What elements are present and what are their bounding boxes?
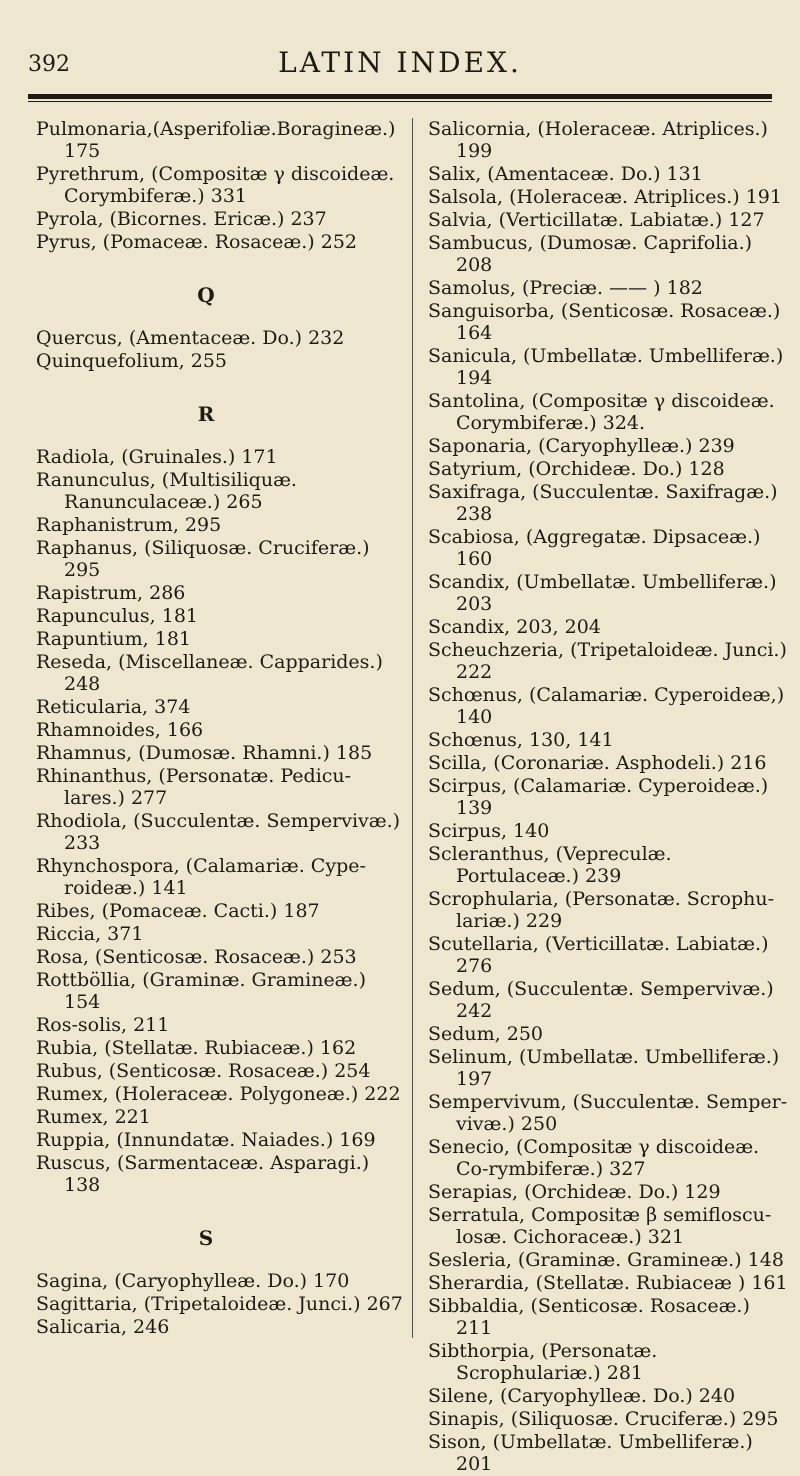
left-column — [36, 118, 406, 1339]
header-rule-thin — [28, 101, 772, 102]
index-entry: Sherardia, (Stellatæ. Rubiaceæ ) 161 — [428, 1272, 788, 1294]
index-entry: Satyrium, (Orchideæ. Do.) 128 — [428, 458, 725, 480]
index-entry: Selinum, (Umbellatæ. Umbelliferæ.) 197 — [428, 1046, 780, 1090]
index-entry: Schœnus, 130, 141 — [428, 729, 614, 751]
column-divider — [412, 118, 413, 1338]
index-entry: Rhodiola, (Succulentæ. Sempervivæ.) 233 — [36, 810, 401, 854]
index-entry: Pyrus, (Pomaceæ. Rosaceæ.) 252 — [36, 231, 358, 253]
index-entry: Sambucus, (Dumosæ. Caprifolia.) 208 — [428, 232, 753, 276]
index-entry: Raphanus, (Siliquosæ. Cruciferæ.) 295 — [36, 537, 370, 581]
index-entry: Serratula, Compositæ β semifloscu-losæ. Cichoraceæ.) 321 — [428, 1204, 772, 1248]
index-entry: Rhinanthus, (Personatæ. Pedicu-lares.) 277 — [36, 765, 352, 809]
page-header — [28, 46, 772, 88]
index-entry: Serapias, (Orchideæ. Do.) 129 — [428, 1181, 721, 1203]
entries-r — [36, 446, 406, 1196]
index-entry: Raphanistrum, 295 — [36, 514, 222, 536]
index-entry: Scheuchzeria, (Tripetaloideæ. Junci.) 222 — [428, 639, 787, 683]
index-entry: Radiola, (Gruinales.) 171 — [36, 446, 278, 468]
index-entry: Sesleria, (Graminæ. Gramineæ.) 148 — [428, 1249, 784, 1271]
index-entry: Ribes, (Pomaceæ. Cacti.) 187 — [36, 900, 320, 922]
index-entry: Sibthorpia, (Personatæ. Scrophulariæ.) 281 — [428, 1340, 658, 1384]
index-entry: Rapunculus, 181 — [36, 605, 198, 627]
index-entry: Santolina, (Compositæ γ discoideæ. Corymbiferæ.) 324. — [428, 390, 775, 434]
index-entry: Rumex, 221 — [36, 1106, 151, 1128]
index-entry: Saxifraga, (Succulentæ. Saxifragæ.) 238 — [428, 481, 778, 525]
index-entry: Ros-solis, 211 — [36, 1014, 170, 1036]
index-entry: Sagittaria, (Tripetaloideæ. Junci.) 267 — [36, 1293, 403, 1315]
index-entry: Ruscus, (Sarmentaceæ. Asparagi.) 138 — [36, 1152, 370, 1196]
index-entry: Senecio, (Compositæ γ discoideæ. Co-rymbiferæ.) 327 — [428, 1136, 760, 1180]
index-entry: Scandix, 203, 204 — [428, 616, 601, 638]
entries-q — [36, 327, 406, 372]
index-entry: Sanguisorba, (Senticosæ. Rosaceæ.) 164 — [428, 300, 781, 344]
index-entry: Silene, (Caryophylleæ. Do.) 240 — [428, 1385, 736, 1407]
page-number: 392 — [28, 52, 70, 77]
index-entry: Quinquefolium, 255 — [36, 350, 227, 372]
index-entry: Rhamnus, (Dumosæ. Rhamni.) 185 — [36, 742, 373, 764]
index-entry: Sinapis, (Siliquosæ. Cruciferæ.) 295 — [428, 1408, 779, 1430]
index-entry: Ruppia, (Innundatæ. Naiades.) 169 — [36, 1129, 376, 1151]
index-entry: Samolus, (Preciæ. —— ) 182 — [428, 277, 703, 299]
section-letter-q: Q — [197, 283, 215, 307]
index-entry: Rubus, (Senticosæ. Rosaceæ.) 254 — [36, 1060, 371, 1082]
entries-s — [36, 1270, 406, 1338]
index-entry: Reticularia, 374 — [36, 696, 191, 718]
index-entry: Rubia, (Stellatæ. Rubiaceæ.) 162 — [36, 1037, 357, 1059]
index-entry: Rhamnoides, 166 — [36, 719, 204, 741]
right-column — [428, 118, 788, 1476]
index-entry: Pyrethrum, (Compositæ γ discoideæ. Corymbiferæ.) 331 — [36, 163, 395, 207]
index-entry: Rottböllia, (Graminæ. Gramineæ.) 154 — [36, 969, 366, 1013]
index-entry: Salvia, (Verticillatæ. Labiatæ.) 127 — [428, 209, 765, 231]
index-entry: Scutellaria, (Verticillatæ. Labiatæ.) 276 — [428, 933, 769, 977]
index-entry: Scilla, (Coronariæ. Asphodeli.) 216 — [428, 752, 767, 774]
index-entry: Schœnus, (Calamariæ. Cyperoideæ,) 140 — [428, 684, 785, 728]
index-entry: Saponaria, (Caryophylleæ.) 239 — [428, 435, 735, 457]
index-entry: Scrophularia, (Personatæ. Scrophu-lariæ.) 229 — [428, 888, 775, 932]
section-letter-s: S — [198, 1226, 214, 1250]
index-entry: Rapistrum, 286 — [36, 582, 186, 604]
index-entry: Sanicula, (Umbellatæ. Umbelliferæ.) 194 — [428, 345, 784, 389]
index-entry: Quercus, (Amentaceæ. Do.) 232 — [36, 327, 345, 349]
index-entry: Sedum, (Succulentæ. Sempervivæ.) 242 — [428, 978, 774, 1022]
index-entry: Pyrola, (Bicornes. Ericæ.) 237 — [36, 208, 327, 230]
index-entry: Salix, (Amentaceæ. Do.) 131 — [428, 163, 703, 185]
index-entry: Rhynchospora, (Calamariæ. Cype-roideæ.) 141 — [36, 855, 366, 899]
index-entry: Scleranthus, (Vepreculæ. Portulaceæ.) 239 — [428, 843, 672, 887]
index-entry: Scabiosa, (Aggregatæ. Dipsaceæ.) 160 — [428, 526, 761, 570]
index-entry: Sedum, 250 — [428, 1023, 544, 1045]
index-entry: Sibbaldia, (Senticosæ. Rosaceæ.) 211 — [428, 1295, 750, 1339]
index-entry: Salicornia, (Holeraceæ. Atriplices.) 199 — [428, 118, 768, 162]
index-entry: Pulmonaria,(Asperifoliæ.Boragineæ.) 175 — [36, 118, 396, 162]
index-entry: Rapuntium, 181 — [36, 628, 192, 650]
index-entry: Sempervivum, (Succulentæ. Semper-vivæ.) 250 — [428, 1091, 788, 1135]
entries-p — [36, 118, 406, 253]
index-entry: Ranunculus, (Multisiliquæ. Ranunculaceæ.) 265 — [36, 469, 297, 513]
index-entry: Salicaria, 246 — [36, 1316, 170, 1338]
index-entry: Salsola, (Holeraceæ. Atriplices.) 191 — [428, 186, 782, 208]
page-title: LATIN INDEX. — [278, 46, 522, 79]
index-entry: Riccia, 371 — [36, 923, 144, 945]
section-letter-r: R — [197, 402, 215, 426]
index-entry: Reseda, (Miscellaneæ. Capparides.) 248 — [36, 651, 383, 695]
index-entry: Sagina, (Caryophylleæ. Do.) 170 — [36, 1270, 350, 1292]
index-entry: Rosa, (Senticosæ. Rosaceæ.) 253 — [36, 946, 357, 968]
index-entry: Sison, (Umbellatæ. Umbelliferæ.) 201 — [428, 1431, 753, 1475]
header-rule — [28, 94, 772, 99]
entries-s-continued — [428, 118, 788, 1475]
index-entry: Scirpus, (Calamariæ. Cyperoideæ.) 139 — [428, 775, 769, 819]
index-entry: Rumex, (Holeraceæ. Polygoneæ.) 222 — [36, 1083, 401, 1105]
index-entry: Scandix, (Umbellatæ. Umbelliferæ.) 203 — [428, 571, 777, 615]
index-entry: Scirpus, 140 — [428, 820, 550, 842]
